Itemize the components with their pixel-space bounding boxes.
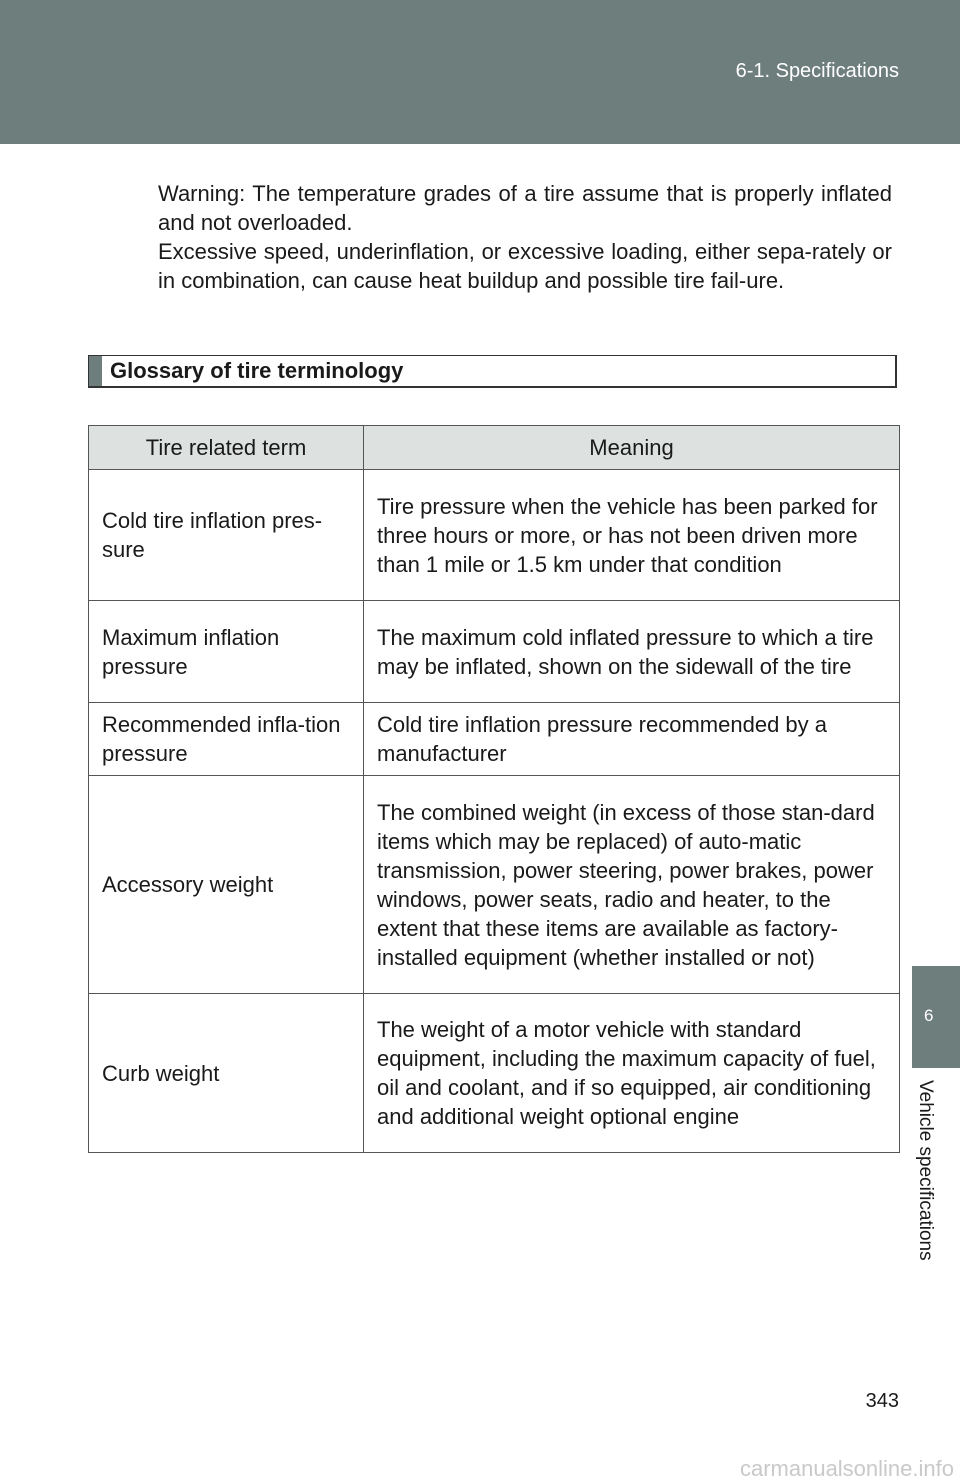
page-number: 343 — [865, 1390, 899, 1412]
watermark: carmanualsonline.info — [739, 1456, 954, 1481]
section-title-bar — [89, 356, 102, 386]
section-title: Glossary of tire terminology — [110, 358, 404, 383]
chapter-label: Vehicle specifications — [915, 1080, 936, 1261]
page-header — [0, 0, 960, 144]
column-header: Meaning — [364, 426, 900, 470]
term-cell: Accessory weight — [89, 776, 364, 994]
section-heading: 6-1. Specifications — [735, 60, 899, 82]
warning-text: Warning: The temperature grades of a tire assume that is properly inflated and not overloaded. — [158, 181, 892, 235]
table-row — [89, 470, 900, 601]
section-title-box — [88, 355, 897, 388]
meaning-cell: Cold tire inflation pressure recommended by a manufacturer — [364, 703, 900, 776]
table-row — [89, 601, 900, 703]
table-row — [89, 703, 900, 776]
column-header: Tire related term — [89, 426, 364, 470]
term-cell: Recommended infla-tion pressure — [89, 703, 364, 776]
meaning-cell: Tire pressure when the vehicle has been parked for three hours or more, or has not been driven more than 1 mile or 1.5 km under that condition — [364, 470, 900, 601]
table-header-row — [89, 426, 900, 470]
term-cell: Cold tire inflation pres-sure — [89, 470, 364, 601]
chapter-tab — [912, 966, 960, 1068]
glossary-table — [88, 425, 900, 1153]
term-cell: Maximum inflation pressure — [89, 601, 364, 703]
meaning-cell: The maximum cold inflated pressure to which a tire may be inflated, shown on the sidewall of the tire — [364, 601, 900, 703]
warning-text-2: Excessive speed, underinflation, or excessive loading, either sepa-rately or in combination, can cause heat buildup and possible tire fail-ure. — [158, 239, 892, 293]
term-cell: Curb weight — [89, 994, 364, 1153]
chapter-number: 6 — [924, 1006, 934, 1025]
meaning-cell: The weight of a motor vehicle with standard equipment, including the maximum capacity of fuel, oil and coolant, and if so equipped, air conditioning and additional weight optional engine — [364, 994, 900, 1153]
meaning-cell: The combined weight (in excess of those stan-dard items which may be replaced) of auto-matic transmission, power steering, power brakes, power windows, power seats, radio and heater, to the extent that these items are available as factory-installed equipment (whether installed or not) — [364, 776, 900, 994]
table-row — [89, 994, 900, 1153]
table-row — [89, 776, 900, 994]
